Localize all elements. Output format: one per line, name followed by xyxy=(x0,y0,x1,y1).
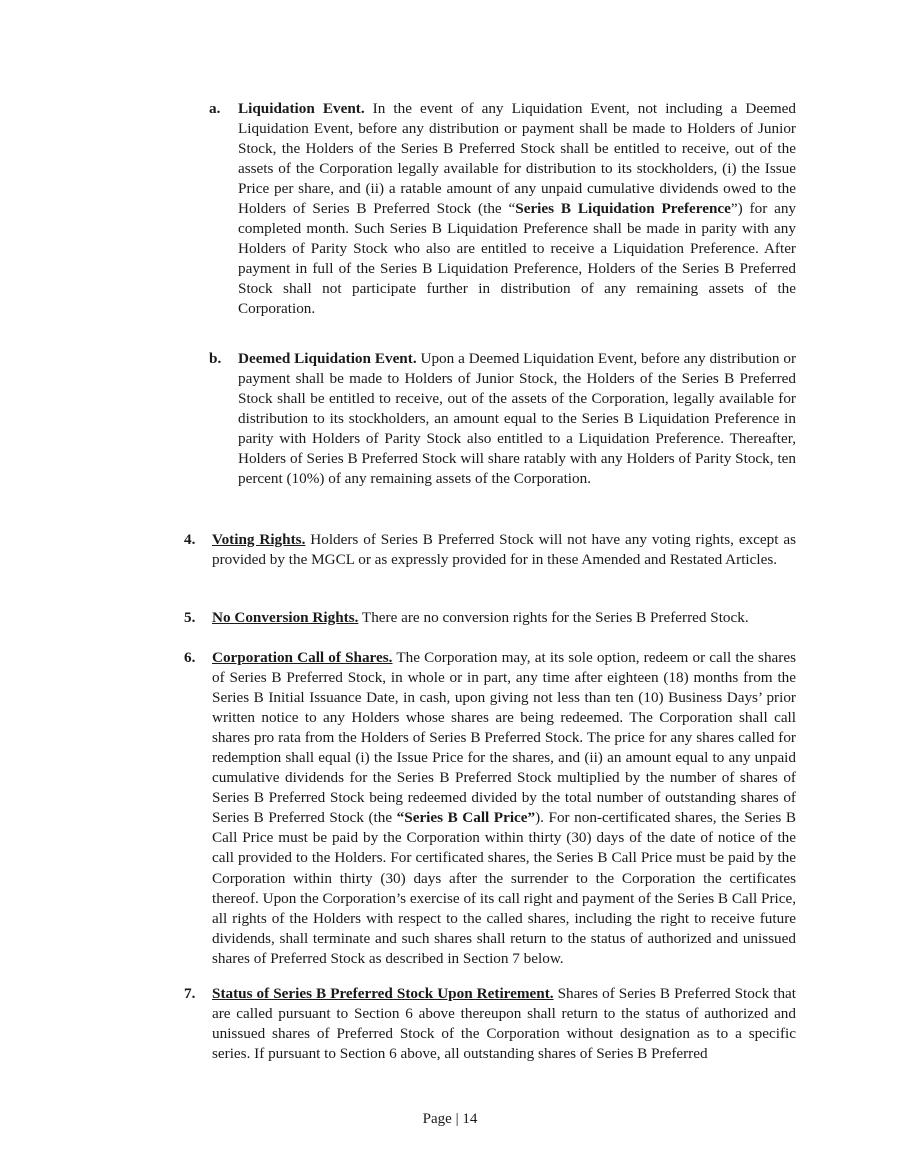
section-text-continued: ). For non-certificated shares, the Series B Call Price must be paid by the Corporation within thirty (30) days of the date of notice of the call provided to the Holders. For certificated shares, the Series B Call Price must be paid by the Corporation within thirty (30) days after the surrender to the Corporation the certificates thereof. Upon the Corporation’s exercise of its call right and payment of the Series B Call Price, all rights of the Holders with respect to the called shares, including the right to receive future dividends, shall terminate and such shares shall return to the status of authorized and unissued shares of Preferred Stock as described in Section 7 below. xyxy=(212,809,796,967)
section-heading: No Conversion Rights. xyxy=(212,609,359,626)
page-number: Page | 14 xyxy=(422,1111,478,1127)
section-no-conversion-rights xyxy=(184,608,796,628)
section-status-upon-retirement xyxy=(184,984,796,1064)
section-marker: 4. xyxy=(184,531,196,548)
subsection-heading: Deemed Liquidation Event. xyxy=(238,350,417,367)
subsection-deemed-liquidation-event xyxy=(209,349,797,489)
section-heading: Voting Rights. xyxy=(212,531,306,548)
section-text: There are no conversion rights for the Series B Preferred Stock. xyxy=(358,609,749,626)
section-text: Holders of Series B Preferred Stock will not have any voting rights, except as provided by the MGCL or as expressly provided for in these Amended and Restated Articles. xyxy=(212,531,797,569)
subsection-text: Upon a Deemed Liquidation Event, before any distribution or payment shall be made to Holders of Junior Stock, the Holders of the Series B Preferred Stock shall be entitled to receive, out of the assets of the Corporation, legally available for distribution to its stockholders, an amount equal to the Series B Liquidation Preference in parity with Holders of Parity Stock also entitled to a Liquidation Preference. Thereafter, Holders of Series B Preferred Stock will share ratably with any Holders of Parity Stock, ten percent (10%) of any remaining assets of the Corporation. xyxy=(238,350,797,488)
section-marker: 5. xyxy=(184,609,196,626)
subsection-heading: Liquidation Event. xyxy=(238,100,365,117)
subsection-marker: a. xyxy=(209,100,221,117)
section-voting-rights xyxy=(184,530,797,570)
section-text: The Corporation may, at its sole option, redeem or call the shares of Series B Preferred Stock, in whole or in part, any time after eighteen (18) months from the Series B Initial Issuance Date, in cash, upon giving not less than ten (10) Business Days’ prior written notice to any Holders whose shares are being redeemed. The Corporation shall call shares pro rata from the Holders of Series B Preferred Stock. The price for any shares called for redemption shall equal (i) the Issue Price for the shares, and (ii) an amount equal to any unpaid cumulative dividends for the Series B Preferred Stock multiplied by the number of shares of Series B Preferred Stock being redeemed divided by the total number of outstanding shares of Series B Preferred Stock (the xyxy=(212,649,796,827)
section-marker: 7. xyxy=(184,985,196,1002)
subsection-liquidation-event xyxy=(209,99,797,320)
section-text: Shares of Series B Preferred Stock that are called pursuant to Section 6 above thereupon shall return to the status of authorized and unissued shares of Preferred Stock of the Corporation without designation as to a specific series. If pursuant to Section 6 above, all outstanding shares of Series B Preferred xyxy=(212,985,796,1063)
section-heading: Status of Series B Preferred Stock Upon Retirement. xyxy=(212,985,554,1002)
subsection-text: In the event of any Liquidation Event, not including a Deemed Liquidation Event, before any distribution or payment shall be made to Holders of Junior Stock, the Holders of the Series B Preferred Stock shall be entitled to receive, out of the assets of the Corporation legally available for distribution to its stockholders, (i) the Issue Price per share, and (ii) a ratable amount of any unpaid cumulative dividends owed to the Holders of Series B Preferred Stock (the “ xyxy=(238,100,796,218)
defined-term: “Series B Call Price” xyxy=(396,809,536,827)
section-marker: 6. xyxy=(184,649,196,666)
defined-term: Series B Liquidation Preference xyxy=(515,200,731,218)
subsection-text-continued: ”) for any completed month. Such Series B Liquidation Preference shall be made in parity with any Holders of Parity Stock who also are entitled to receive a Liquidation Preference. After payment in full of the Series B Liquidation Preference, Holders of the Series B Preferred Stock shall not participate further in distribution of any remaining assets of the Corporation. xyxy=(238,200,797,318)
subsection-marker: b. xyxy=(209,350,222,367)
section-corporation-call-of-shares xyxy=(184,648,796,969)
section-heading: Corporation Call of Shares. xyxy=(212,649,393,666)
